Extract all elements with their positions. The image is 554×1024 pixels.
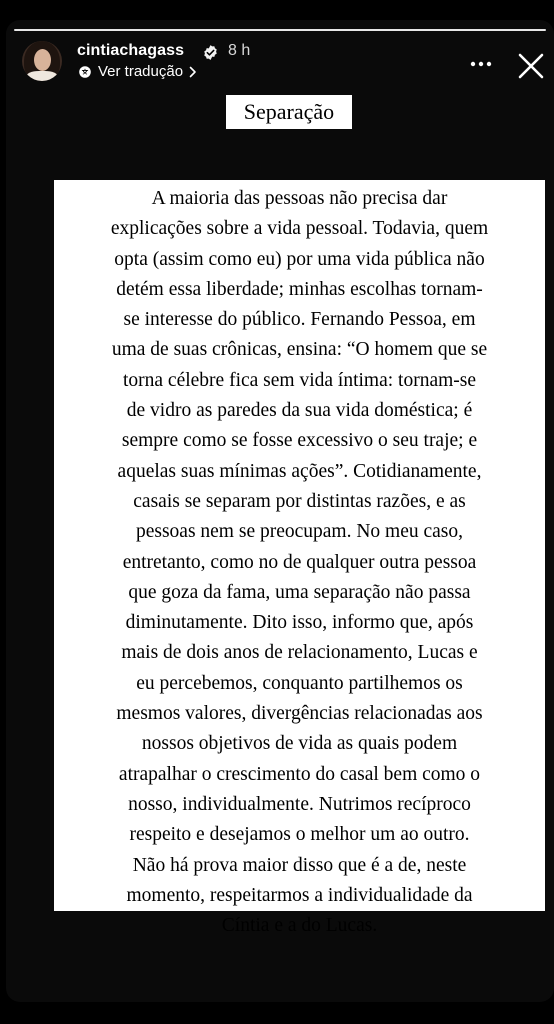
see-translation-label: Ver tradução [98,63,184,80]
body-line: mesmos valores, divergências relacionadas aos [116,703,483,725]
post-title-box [226,95,352,129]
body-line: sempre como se fosse excessivo o seu traje; e [121,430,478,452]
story-progress-bar [14,29,546,31]
body-line: A maioria das pessoas não precisa dar [151,188,448,209]
text-card [54,180,545,937]
see-translation-link[interactable] [78,63,197,80]
avatar[interactable] [22,41,62,81]
username[interactable]: cintiachagass [77,42,185,59]
body-line: atrapalhar o crescimento do casal bem como o [118,763,481,785]
body-line: aquelas suas mínimas ações”. Cotidianamente, [117,460,482,482]
chevron-right-icon [189,66,197,78]
body-line: detém essa liberdade; minhas escolhas tornam- [116,278,483,300]
translate-icon [78,65,92,79]
body-line: casais se separam por distintas razões, e as [133,490,466,512]
body-line: que goza da fama, uma separação não passa [128,581,471,603]
body-line: pessoas nem se preocupam. No meu caso, [135,521,464,543]
avatar-face [34,49,51,71]
body-line: eu percebemos, conquanto partilhemos os [136,672,463,694]
body-line: respeito e desejamos o melhor um ao outro. [129,824,470,846]
body-line: se interesse do público. Fernando Pessoa, em [123,309,476,331]
body-line: uma de suas crônicas, ensina: “O homem que se [111,339,488,361]
body-line: momento, respeitarmos a individualidade da [126,884,473,906]
body-line: diminutamente. Dito isso, informo que, após [125,612,474,634]
body-line: opta (assim como eu) por uma vida pública não [114,248,485,270]
body-line: entretanto, como no de qualquer outra pessoa [122,551,477,573]
avatar-shirt [26,71,58,81]
body-line: Não há prova maior disso que é a de, neste [132,854,467,876]
body-line: mais de dois anos de relacionamento, Lucas e [121,642,478,664]
body-line: nosso, individualmente. Nutrimos recíproco [128,793,471,815]
post-time: 8 h [228,42,251,59]
body-line: Cíntia e a do Lucas. [221,915,378,937]
body-line: explicações sobre a vida pessoal. Todavia, quem [110,218,489,240]
body-line: torna célebre fica sem vida íntima: tornam-se [122,369,477,391]
body-line: de vidro as paredes da sua vida doméstica; é [126,400,473,422]
post-body [54,180,545,941]
verified-badge-icon [202,44,219,61]
close-icon[interactable] [517,52,545,80]
post-title: Separação [243,99,335,124]
body-line: nossos objetivos de vida as quais podem [141,733,458,755]
more-options-icon[interactable] [468,54,494,74]
